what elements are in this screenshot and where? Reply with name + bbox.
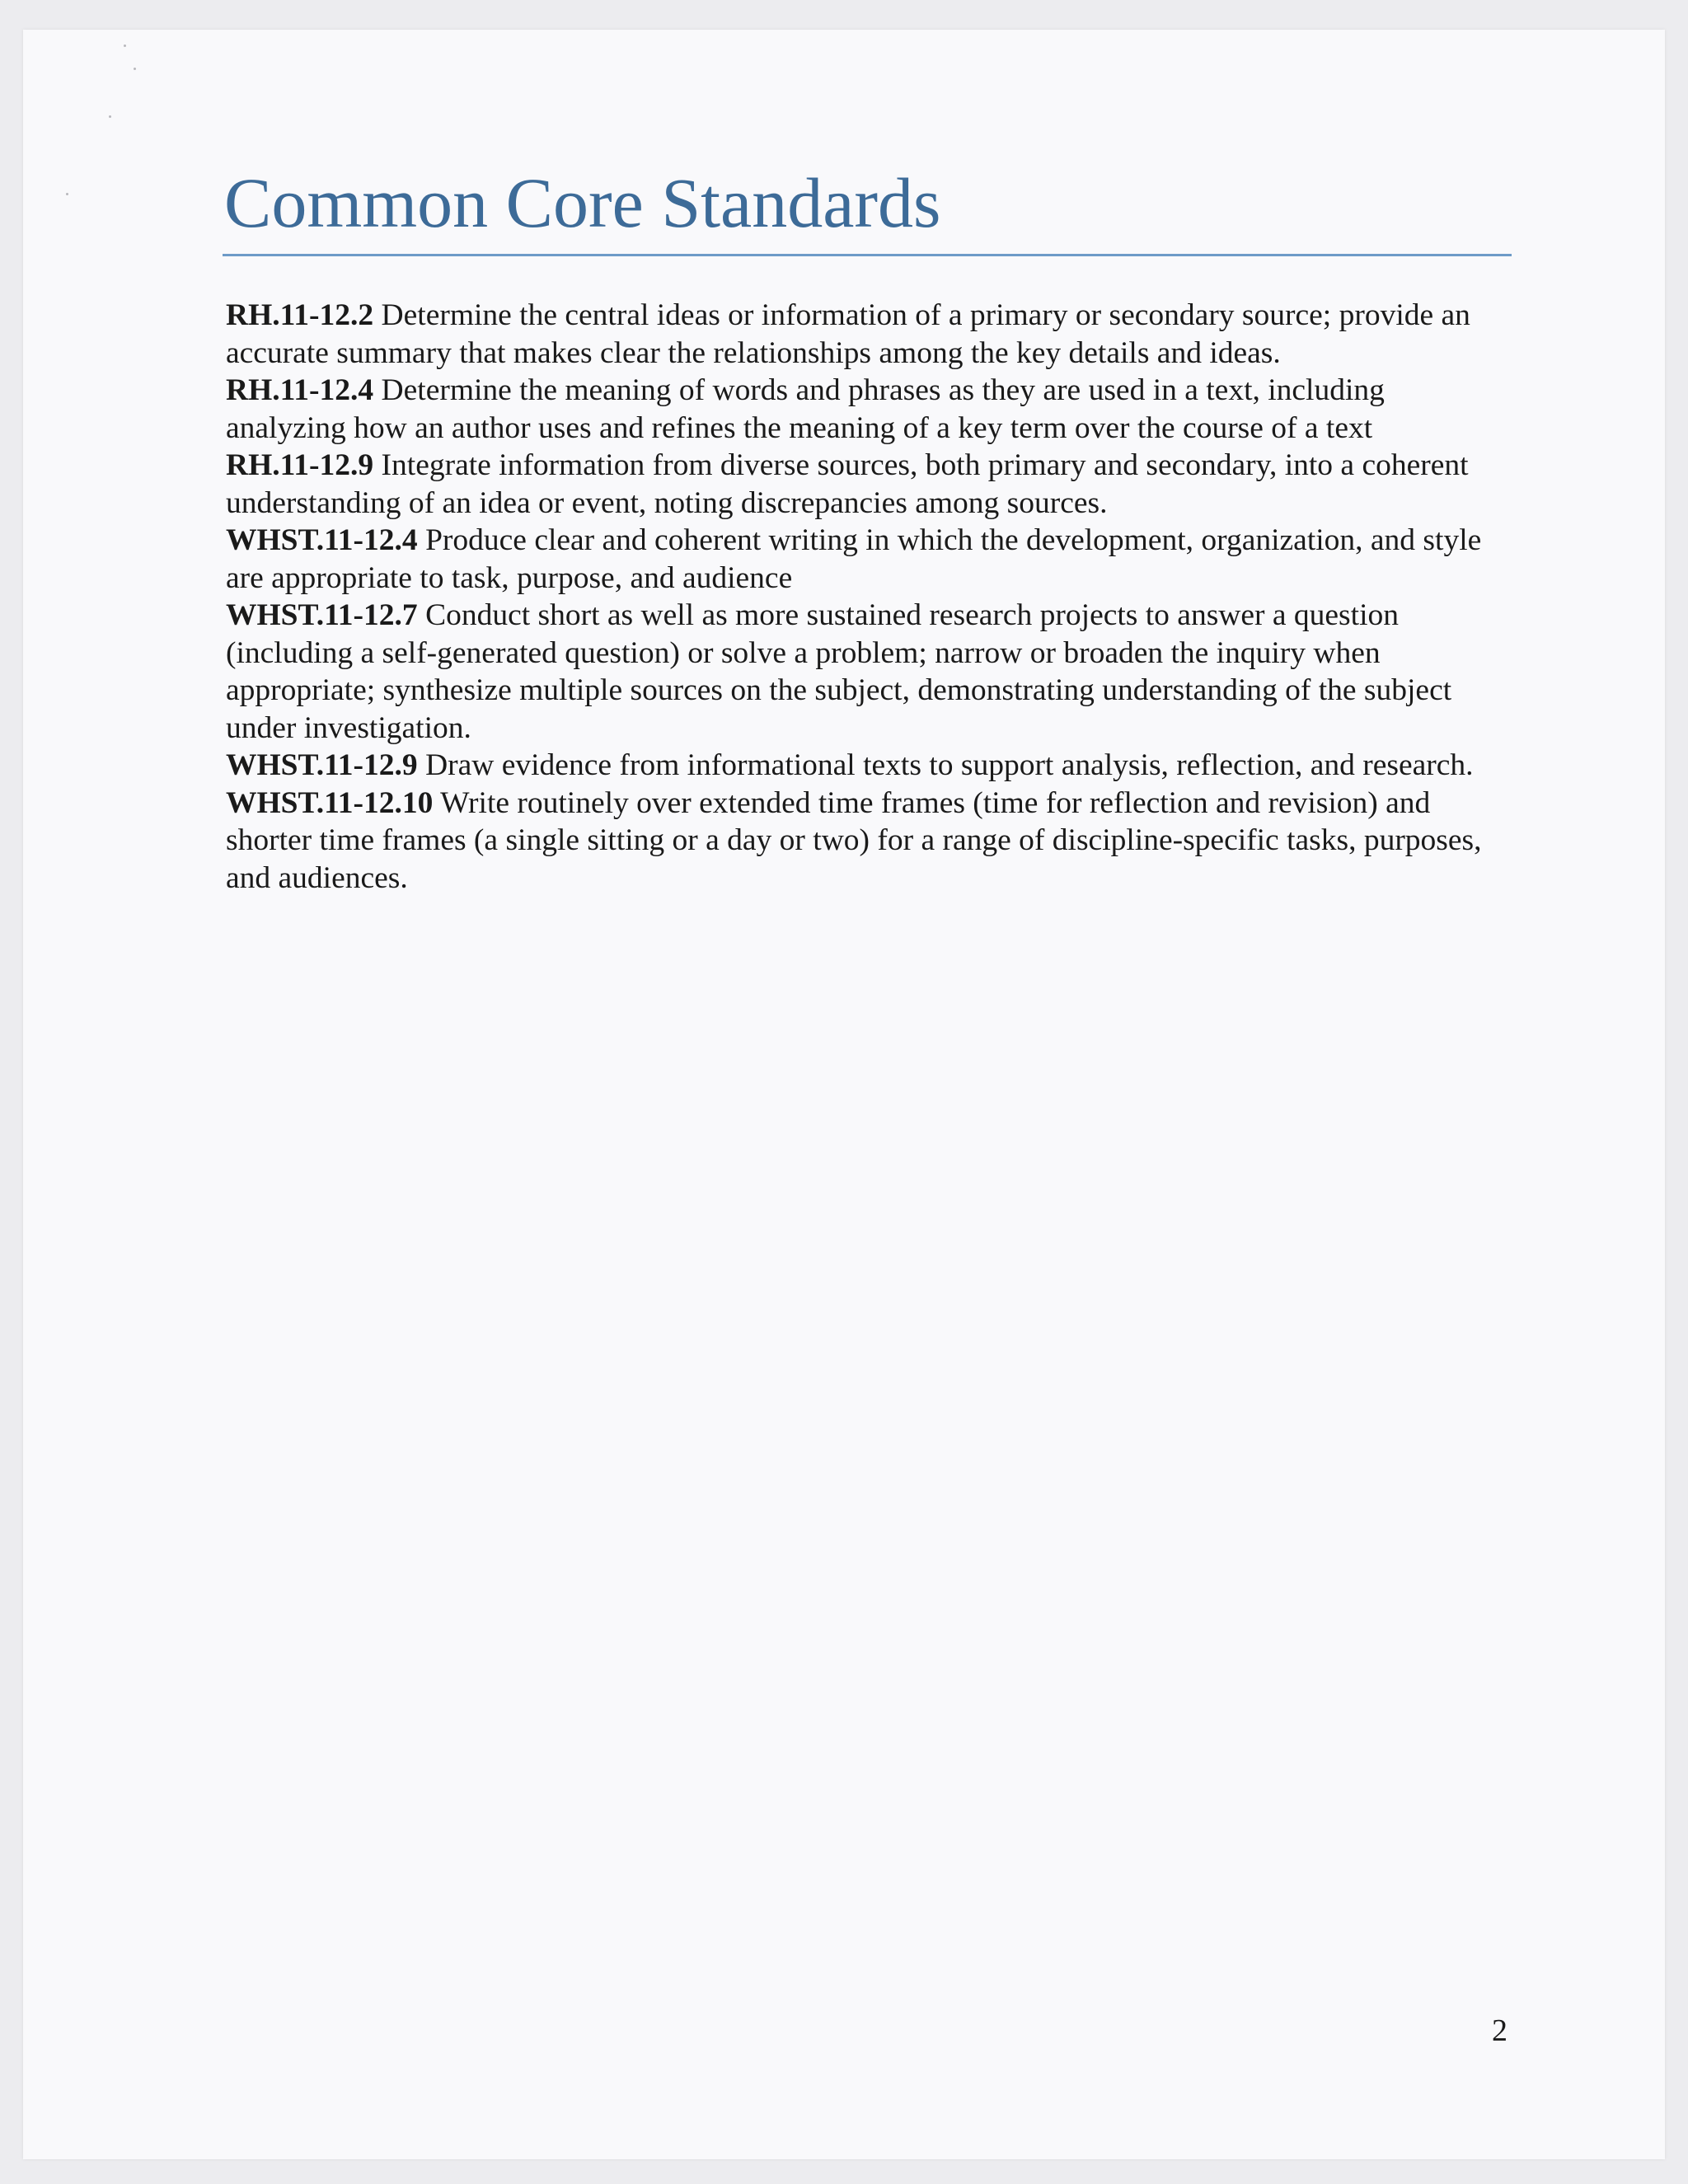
scan-speck (134, 68, 136, 70)
standard-text: Conduct short as well as more sustained research projects to answer a question (including a self-generated question) or solve a problem; narrow or broaden the inquiry when appropriate; synthesize multiple sources on the subject, demonstrating understanding of the subject under investigation. (226, 598, 1452, 745)
standard-code: RH.11-12.9 (226, 448, 374, 482)
standard-text: Determine the meaning of words and phrases as they are used in a text, including analyzing how an author uses and refines the meaning of a key term over the course of a text (226, 373, 1385, 445)
standards-list (226, 297, 1512, 897)
standard-item (226, 447, 1512, 522)
standard-text: Determine the central ideas or information of a primary or secondary source; provide an accurate summary that makes clear the relationships among the key details and ideas. (226, 298, 1470, 370)
standard-text: Produce clear and coherent writing in which the development, organization, and style are appropriate to task, purpose, and audience (226, 523, 1482, 595)
standard-item (226, 597, 1512, 747)
standard-item (226, 747, 1512, 785)
standard-item (226, 522, 1512, 597)
standard-item (226, 785, 1512, 898)
scan-speck (66, 193, 68, 195)
page-number: 2 (1492, 2013, 1507, 2048)
standard-text: Draw evidence from informational texts to support analysis, reflection, and research. (425, 748, 1474, 782)
standard-code: RH.11-12.2 (226, 298, 374, 332)
standard-code: RH.11-12.4 (226, 373, 374, 407)
standard-text: Write routinely over extended time frames (time for reflection and revision) and shorter time frames (a single sitting or a day or two) for a range of discipline-specific tasks, purposes, and audiences. (226, 785, 1482, 895)
document-page (23, 30, 1665, 2159)
scan-speck (124, 45, 126, 47)
page-title: Common Core Standards (224, 163, 941, 242)
standard-item (226, 297, 1512, 372)
standard-code: WHST.11-12.7 (226, 598, 418, 632)
scan-speck (109, 115, 111, 118)
standard-code: WHST.11-12.9 (226, 748, 418, 782)
standard-item (226, 372, 1512, 447)
standard-code: WHST.11-12.10 (226, 785, 434, 820)
standard-code: WHST.11-12.4 (226, 523, 418, 557)
standard-text: Integrate information from diverse sources, both primary and secondary, into a coherent understanding of an idea or event, noting discrepancies among sources. (226, 448, 1469, 520)
title-divider (223, 254, 1512, 256)
